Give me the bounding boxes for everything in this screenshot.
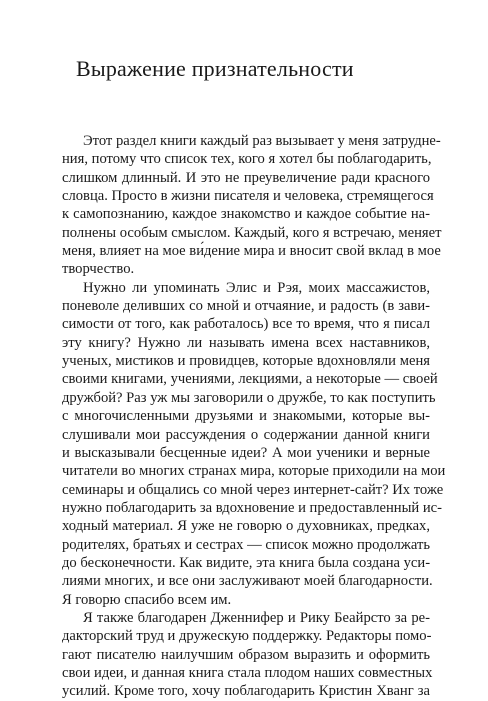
text-line: с многочисленными друзьями и знакомыми, которые вы- [62,408,430,425]
paragraph-3 [62,609,433,701]
text-line: своими книгами, учениями, лекциями, а некоторые — своей [62,371,438,388]
text-line: творчество. [62,261,135,278]
text-line: ходный материал. Я уже не говорю о духовниках, предках, [62,518,430,535]
text-line: ученых, мистиков и провидцев, которые вдохновляли меня [62,353,430,370]
text-line: эту книгу? Нужно ли называть имена всех наставников, [62,334,430,351]
text-line: словца. Просто в жизни писателя и человека, стремящегося [62,188,434,205]
paragraph-2 [62,279,446,609]
text-line: дакторский труд и дружескую поддержку. Редакторы помо- [62,628,432,645]
text-line: усилий. Кроме того, хочу поблагодарить Кристин Хванг за [62,683,430,700]
text-line: нужно поблагодарить за вдохновение и предоставленный ис- [62,499,443,516]
text-line: и высказывали бесценные идеи? А мои ученики и верные [62,444,430,461]
text-line: поневоле деливших со мной и отчаяние, и радость (в зави- [62,298,430,315]
text-line: Я говорю спасибо всем им. [62,591,232,608]
text-line: гают писателю наилучшим образом выразить и оформить [62,646,430,663]
text-line: Этот раздел книги каждый раз вызывает у меня затрудне- [83,133,441,149]
body-text [62,132,446,701]
text-line: Я также благодарен Дженнифер и Рику Беайрсто за ре- [83,609,430,626]
text-line: полнены особым смыслом. Каждый, кого я встречаю, меняет [62,224,442,241]
text-line: до бесконечности. Как видите, эта книга была создана уси- [62,554,431,571]
text-line: читатели во многих странах мира, которые приходили на мои [62,463,446,480]
text-line: к самопознанию, каждое знакомство и каждое событие на- [62,206,430,223]
text-line: Нужно ли упоминать Элис и Рэя, моих массажистов, [83,279,430,296]
text-line: симости от того, как работалось) все то время, что я писал [62,316,430,333]
text-line: меня, влияет на мое ви́дение мира и вносит свой вклад в мое [62,243,441,260]
text-line: родителях, братьях и сестрах — список можно продолжать [62,536,430,553]
text-line: дружбой? Раз уж мы заговорили о дружбе, то как поступить [62,389,436,406]
text-line: слишком длинный. И это не преувеличение ради красного [62,169,430,186]
paragraph-1 [62,132,442,279]
text-line: слушивали мои рассуждения о содержании данной книги [62,426,430,443]
text-line: лиями многих, и все они заслуживают моей благодарности. [62,573,433,590]
text-line: свои идеи, и данная книга стала плодом наших совместных [62,664,433,681]
page-title: Выражение признательности [76,56,354,81]
text-line: семинары и общались со мной через интернет-сайт? Их тоже [62,481,444,498]
text-line: ния, потому что список тех, кого я хотел бы поблагодарить, [62,151,432,168]
